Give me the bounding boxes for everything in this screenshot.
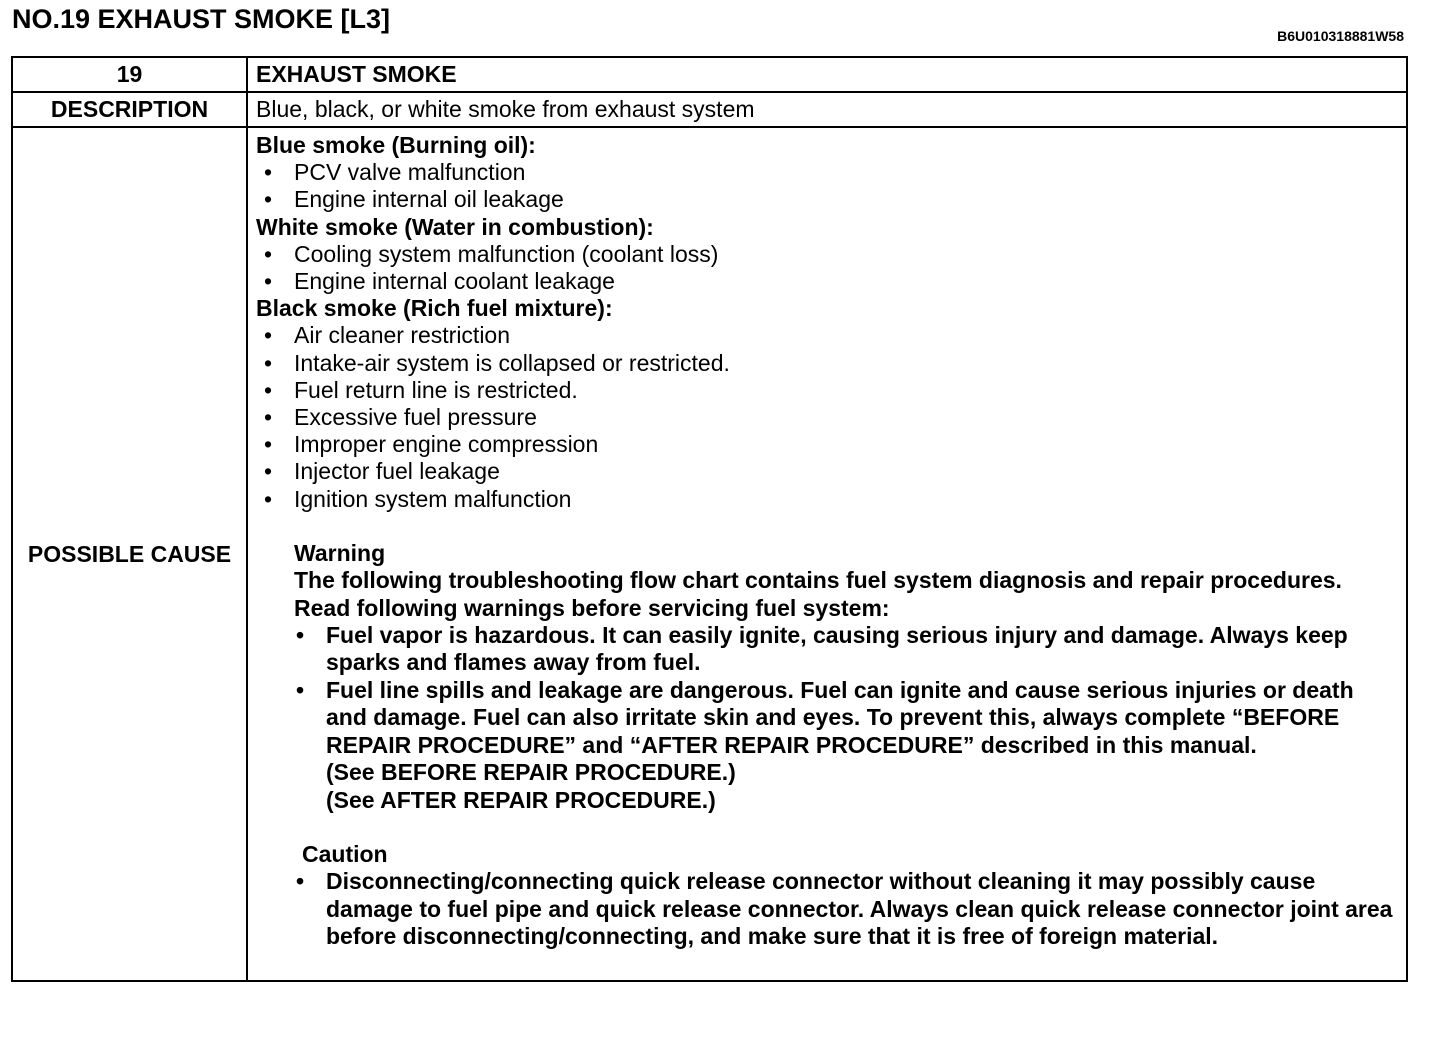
cause-section-black — [256, 295, 1400, 513]
table-header-row — [12, 57, 1407, 92]
warning-item: • Fuel vapor is hazardous. It can easily ignite, causing serious injury and damage. Always keep sparks and flames away from fuel. — [294, 622, 1400, 677]
warning-list — [294, 622, 1400, 814]
warning-title: Warning — [294, 539, 386, 566]
warning-intro: The following troubleshooting flow chart contains fuel system diagnosis and repair procedures. Read following warnings before servicing fuel system: — [294, 567, 1342, 621]
warning-item — [294, 677, 1400, 814]
caution-block — [256, 841, 1400, 951]
description-row — [12, 92, 1407, 127]
reference-before-repair: (See BEFORE REPAIR PROCEDURE.) — [326, 759, 736, 786]
possible-cause-content — [247, 127, 1407, 981]
caution-title: Caution — [302, 840, 388, 867]
cause-item: • Engine internal coolant leakage — [256, 268, 1400, 295]
page-title: NO.19 EXHAUST SMOKE [L3] — [12, 4, 391, 34]
cause-list — [256, 241, 1400, 295]
cause-item: • Ignition system malfunction — [256, 486, 1400, 513]
cause-item: • Intake-air system is collapsed or restricted. — [256, 350, 1400, 377]
cause-section-white — [256, 214, 1400, 296]
caution-item: • Disconnecting/connecting quick release connector without cleaning it may possibly cause damage to fuel pipe and quick release connector. Always clean quick release connector joint area before disconnecting/connecting, and make sure that it is free of foreign material. — [294, 868, 1400, 950]
document-code: B6U010318881W58 — [1277, 28, 1404, 44]
cause-item: • Cooling system malfunction (coolant loss) — [256, 241, 1400, 268]
possible-cause-row — [12, 127, 1407, 981]
cause-item: • Engine internal oil leakage — [256, 186, 1400, 213]
symptom-title: EXHAUST SMOKE — [247, 57, 1407, 92]
caution-list — [294, 868, 1400, 950]
description-label: DESCRIPTION — [12, 92, 247, 127]
cause-item: • Injector fuel leakage — [256, 458, 1400, 485]
description-text: Blue, black, or white smoke from exhaust system — [247, 92, 1407, 127]
cause-item: • Excessive fuel pressure — [256, 404, 1400, 431]
cause-item: • Fuel return line is restricted. — [256, 377, 1400, 404]
warning-block — [256, 540, 1400, 814]
symptom-table — [11, 56, 1408, 982]
symptom-number: 19 — [12, 57, 247, 92]
cause-item: • Improper engine compression — [256, 431, 1400, 458]
cause-section-blue — [256, 132, 1400, 214]
cause-list — [256, 322, 1400, 512]
cause-item: • Air cleaner restriction — [256, 322, 1400, 349]
warning-item-text: Fuel line spills and leakage are dangerous. Fuel can ignite and cause serious injuries or death and damage. Fuel can also irritate skin and eyes. To prevent this, always complete “BEFORE REPAIR PROCEDURE” and “AFTER REPAIR PROCEDURE” described in this manual. — [326, 676, 1354, 758]
reference-after-repair: (See AFTER REPAIR PROCEDURE.) — [326, 786, 716, 813]
cause-item: • PCV valve malfunction — [256, 159, 1400, 186]
cause-list — [256, 159, 1400, 213]
possible-cause-label: POSSIBLE CAUSE — [12, 127, 247, 981]
cause-heading: Black smoke (Rich fuel mixture): — [256, 295, 613, 322]
cause-heading: White smoke (Water in combustion): — [256, 213, 654, 240]
cause-heading: Blue smoke (Burning oil): — [256, 132, 536, 158]
